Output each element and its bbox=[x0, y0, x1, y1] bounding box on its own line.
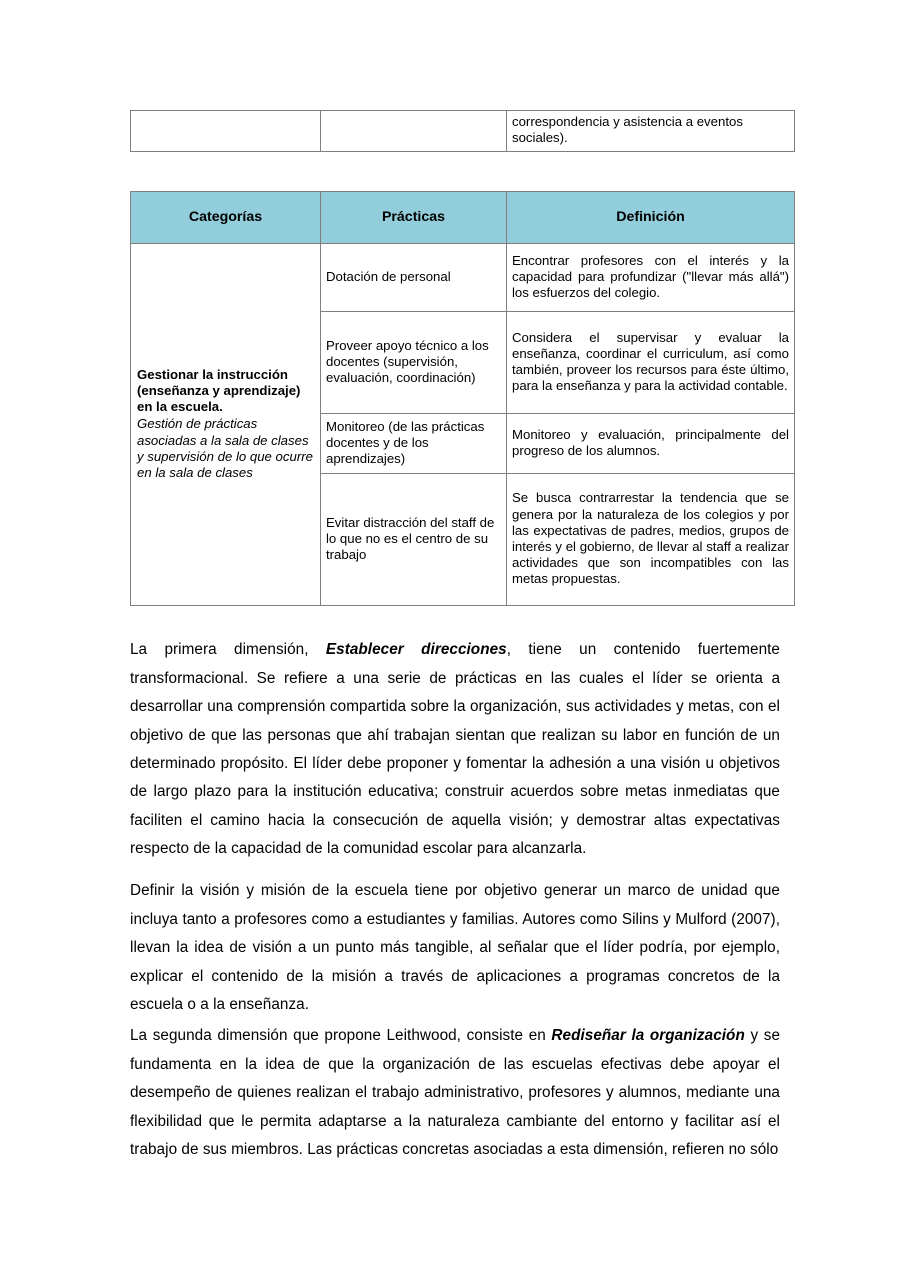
paragraph-definir-vision bbox=[130, 877, 780, 1019]
emphasized-term: Establecer direcciones bbox=[325, 641, 507, 659]
text-run: Definir la visión y misión de la escuela tiene por objetivo generar un marco de unidad que incluya tanto a profesores como a estudiantes y familias. Autores como Silins y Mulford (2007), llevan la idea de visión a un punto más tangible, al señalar que el líder podría, por ejemplo, explicar el contenido de la misión a través de aplicaciones a programas concretos de la escuela o a la enseñanza. bbox=[130, 882, 780, 1013]
definition-cell: Se busca contrarrestar la tendencia que se genera por la naturaleza de los colegios y por las expectativas de padres, medios, grupos de interés y el gobierno, de llevar al staff a realizar actividades que son incompatibles con las metas propuestas. bbox=[507, 474, 795, 606]
paragraph-primera-dimension bbox=[130, 636, 780, 863]
practices-table bbox=[130, 191, 795, 606]
continuation-cell-practica bbox=[321, 111, 507, 152]
paragraph-segunda-dimension bbox=[130, 1022, 780, 1164]
text-run: y se fundamenta en la idea de que la organización de las escuelas efectivas debe apoyar el desempeño de quienes realizan el trabajo administrativo, profesores y alumnos, mediante una flexibilidad que le permita adaptarse a la naturaleza cambiante del entorno y facilitar así el trabajo de sus miembros. Las prácticas concretas asociadas a esta dimensión, refieren no sólo bbox=[130, 1027, 780, 1158]
text-run: La primera dimensión, bbox=[130, 641, 326, 659]
table-row bbox=[131, 111, 795, 152]
definition-cell: Considera el supervisar y evaluar la enseñanza, coordinar el curriculum, así como también, proveer los recursos para éste último, para la enseñanza y para la actividad contable. bbox=[507, 312, 795, 414]
text-run: , tiene un contenido fuertemente transformacional. Se refiere a una serie de prácticas en las cuales el líder se orienta a desarrollar una comprensión compartida sobre la organización, sus actividades y metas, con el objetivo de que las personas que ahí trabajan sientan que realizan su labor en función de un determinado propósito. El líder debe proponer y fomentar la adhesión a una visión u objetivos de largo plazo para la institución educativa; construir acuerdos sobre metas inmediatas que faciliten el camino hacia la consecución de aquella visión; y demostrar altas expectativas respecto de la capacidad de la comunidad escolar para alcanzarla. bbox=[130, 641, 780, 858]
category-subtitle: Gestión de prácticas asociadas a la sala de clases y supervisión de lo que ocurre en la sala de clases bbox=[137, 416, 313, 480]
continuation-cell-definicion: correspondencia y asistencia a eventos sociales). bbox=[507, 111, 795, 152]
column-header-practicas: Prácticas bbox=[321, 192, 507, 244]
practice-cell: Monitoreo (de las prácticas docentes y de los aprendizajes) bbox=[321, 414, 507, 474]
continuation-table bbox=[130, 110, 795, 152]
definition-cell: Monitoreo y evaluación, principalmente del progreso de los alumnos. bbox=[507, 414, 795, 474]
category-cell bbox=[131, 244, 321, 606]
text-run: La segunda dimensión que propone Leithwood, consiste en bbox=[130, 1027, 552, 1045]
column-header-definicion: Definición bbox=[507, 192, 795, 244]
emphasized-term: Rediseñar la organización bbox=[551, 1027, 745, 1045]
category-title: Gestionar la instrucción (enseñanza y aprendizaje) en la escuela. bbox=[137, 366, 301, 415]
practice-cell: Evitar distracción del staff de lo que no es el centro de su trabajo bbox=[321, 474, 507, 606]
table-row bbox=[131, 244, 795, 312]
practice-cell: Dotación de personal bbox=[321, 244, 507, 312]
column-header-categorias: Categorías bbox=[131, 192, 321, 244]
practice-cell: Proveer apoyo técnico a los docentes (supervisión, evaluación, coordinación) bbox=[321, 312, 507, 414]
continuation-cell-categoria bbox=[131, 111, 321, 152]
definition-cell: Encontrar profesores con el interés y la capacidad para profundizar ("llevar más allá") los esfuerzos del colegio. bbox=[507, 244, 795, 312]
table-header-row bbox=[131, 192, 795, 244]
